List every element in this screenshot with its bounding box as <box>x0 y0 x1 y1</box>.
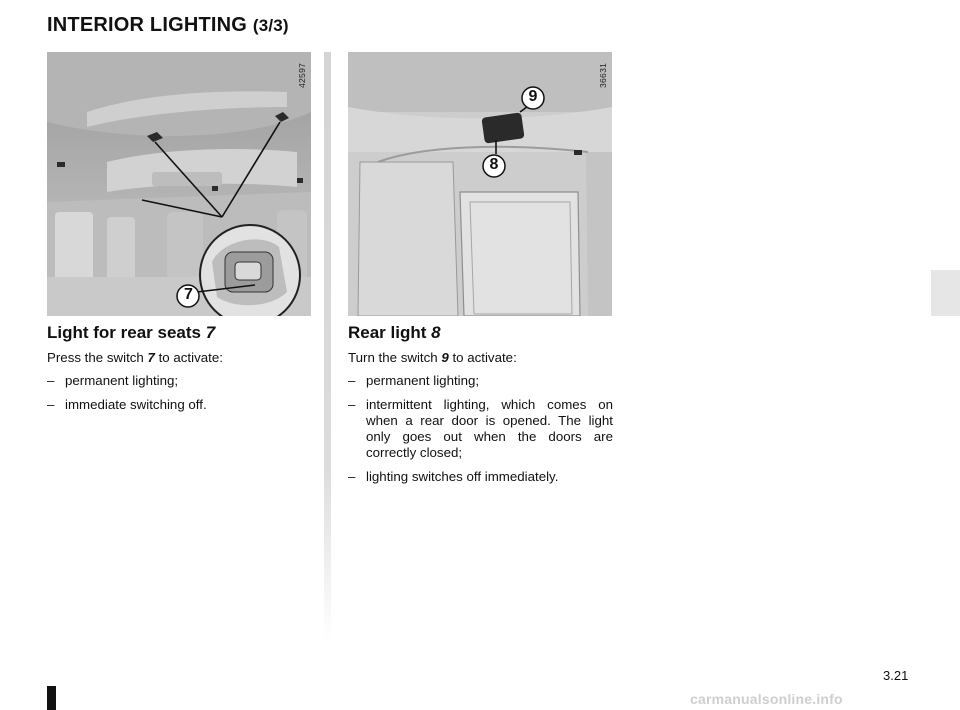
callout-7: 7 <box>184 286 193 303</box>
rear-cargo-drawing <box>348 52 612 316</box>
rear-seats-light-illustration <box>47 52 311 316</box>
list-item-text: intermittent lighting, which comes on when a rear door is opened. The light only goes out when the doors are correctly closed; <box>366 397 613 460</box>
column-divider <box>324 52 331 642</box>
page-title <box>47 14 289 37</box>
callout-9: 9 <box>528 88 538 105</box>
page-number: 3.21 <box>883 668 909 683</box>
rear-seats-light-heading <box>47 323 215 343</box>
rear-seats-option-list <box>47 373 312 421</box>
rear-seats-intro <box>47 350 312 366</box>
intro-before: Turn the switch <box>348 350 442 365</box>
rear-light-intro <box>348 350 613 366</box>
list-marker: – <box>47 373 55 388</box>
intro-after: to activate: <box>448 350 517 365</box>
list-item-text: lighting switches off immediately. <box>366 469 559 484</box>
heading-text: Light for rear seats <box>47 323 201 342</box>
watermark: carmanualsonline.info <box>690 691 843 707</box>
list-marker: – <box>348 397 356 412</box>
list-item <box>348 469 613 485</box>
rear-light-option-list <box>348 373 613 493</box>
list-marker: – <box>348 469 356 484</box>
chapter-tab <box>931 270 960 316</box>
list-marker: – <box>47 397 55 412</box>
page-corner-mark <box>47 686 56 710</box>
list-item <box>348 397 613 461</box>
rear-seats-cabin-drawing <box>47 52 311 316</box>
list-item <box>348 373 613 389</box>
rear-light-heading <box>348 323 441 343</box>
intro-ref: 7 <box>147 350 155 365</box>
list-item <box>47 397 312 413</box>
intro-ref: 9 <box>441 350 449 365</box>
intro-before: Press the switch <box>47 350 148 365</box>
figure-ref-left: 42597 <box>297 62 307 88</box>
page-title-part: (3/3) <box>252 16 289 35</box>
page-title-text: INTERIOR LIGHTING <box>47 14 248 36</box>
rear-light-illustration <box>348 52 612 316</box>
intro-after: to activate: <box>154 350 223 365</box>
heading-ref: 7 <box>205 323 216 342</box>
list-item-text: permanent lighting; <box>366 373 480 388</box>
list-marker: – <box>348 373 356 388</box>
list-item-text: permanent lighting; <box>65 373 179 388</box>
figure-ref-right: 36631 <box>598 62 608 88</box>
callout-8: 8 <box>489 156 499 173</box>
list-item <box>47 373 312 389</box>
heading-text: Rear light <box>348 323 427 342</box>
heading-ref: 8 <box>431 323 441 342</box>
list-item-text: immediate switching off. <box>65 397 207 412</box>
